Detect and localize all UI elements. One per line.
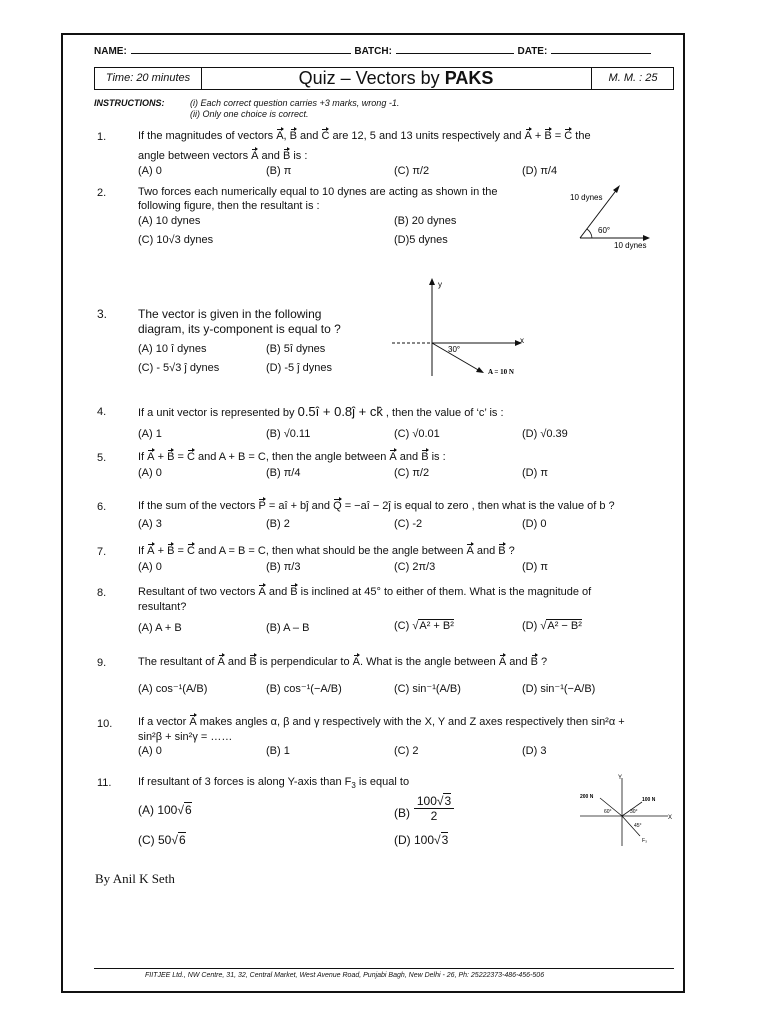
fraction: 100√3 2: [414, 794, 454, 823]
option[interactable]: (C) -2: [394, 518, 423, 530]
axis-label: X: [668, 815, 673, 821]
question-text: sin²β + sin²γ = ……: [138, 731, 233, 743]
force-label: 10 dynes: [570, 193, 603, 202]
author: By Anil K Seth: [95, 871, 175, 886]
question-text: If the sum of the vectors P = aî + bĵ and Q = −aî − 2ĵ is equal to zero , then what is the value of b ?: [138, 500, 615, 512]
option[interactable]: (A) 3: [138, 518, 162, 530]
option[interactable]: (B) π/3: [266, 561, 301, 573]
option[interactable]: (D) π: [522, 467, 548, 479]
question-text: following figure, then the resultant is :: [138, 200, 320, 212]
option[interactable]: (D)5 dynes: [394, 234, 448, 246]
option[interactable]: (C) 2: [394, 745, 419, 757]
axis-label: y: [438, 280, 442, 289]
question-text: If a unit vector is represented by 0.5î + 0.8ĵ + ck̂ , then the value of ‘c’ is :: [138, 404, 504, 419]
option[interactable]: (B) √0.11: [266, 428, 311, 440]
angle-label: 30°: [448, 345, 461, 354]
vector-label: A = 10 N: [488, 368, 514, 376]
option[interactable]: (B) π/4: [266, 467, 301, 479]
question-text: angle between vectors A and B is :: [138, 150, 308, 162]
footer-address: FIITJEE Ltd., NW Centre, 31, 32, Central Market, West Avenue Road, Punjabi Bagh, New Delhi - 26, Ph: 25222373-486-456-506: [145, 972, 545, 979]
name-field[interactable]: [131, 44, 351, 54]
option[interactable]: (A) 0: [138, 561, 162, 573]
option[interactable]: (D) 100√3: [394, 833, 449, 847]
option[interactable]: (C) sin⁻¹(A/B): [394, 683, 461, 695]
question-number: 5.: [97, 452, 107, 464]
question-text: If the magnitudes of vectors A, B and C are 12, 5 and 13 units respectively and A + B = C the: [138, 130, 591, 142]
option[interactable]: (D) -5 ĵ dynes: [266, 362, 333, 374]
question-text: The resultant of A and B is perpendicular to A. What is the angle between A and B ?: [138, 656, 548, 668]
axis-label: x: [520, 336, 524, 345]
option[interactable]: (A) 0: [138, 165, 162, 177]
option[interactable]: (D) sin⁻¹(−A/B): [522, 683, 596, 695]
option[interactable]: (D) 3: [522, 745, 547, 757]
question-text: If A + B = C and A + B = C, then the angle between A and B is :: [138, 451, 446, 463]
option[interactable]: (D) √A² − B²: [522, 620, 582, 632]
question-number: 7.: [97, 546, 107, 558]
option[interactable]: (C) 50√6: [138, 833, 186, 847]
question-number: 6.: [97, 501, 107, 513]
question-number: 3.: [97, 307, 108, 321]
force-label: 10 dynes: [614, 241, 647, 250]
force-label: 100 N: [642, 797, 656, 803]
option[interactable]: (A) A + B: [138, 622, 182, 634]
question-number: 8.: [97, 587, 107, 599]
date-field[interactable]: [551, 44, 651, 54]
force-label: 200 N: [580, 794, 594, 800]
question-text: resultant?: [138, 601, 187, 613]
option[interactable]: (A) 0: [138, 745, 162, 757]
question-text: diagram, its y-component is equal to ?: [138, 322, 341, 336]
date-label: DATE:: [517, 46, 548, 57]
option[interactable]: (A) 1: [138, 428, 162, 440]
angle-label: 60°: [604, 809, 612, 815]
question-number: 11.: [97, 777, 112, 789]
axis-label: Y: [618, 775, 623, 781]
question-number: 1.: [97, 131, 107, 143]
option[interactable]: (D) π/4: [522, 165, 558, 177]
batch-label: BATCH:: [354, 46, 392, 57]
instructions-label: INSTRUCTIONS:: [94, 98, 165, 108]
question-text: If a vector A makes angles α, β and γ respectively with the X, Y and Z axes respectively then sin²α +: [138, 716, 625, 728]
option[interactable]: (B) π: [266, 165, 292, 177]
option[interactable]: (A) 100√6: [138, 803, 192, 817]
name-label: NAME:: [94, 46, 127, 57]
question-number: 2.: [97, 187, 107, 199]
option[interactable]: (B): [394, 806, 410, 820]
option[interactable]: (A) 0: [138, 467, 162, 479]
option[interactable]: (B) 5î dynes: [266, 343, 326, 355]
title-row: [94, 67, 674, 90]
option[interactable]: (B) cos⁻¹(−A/B): [266, 683, 342, 695]
option[interactable]: (C) π/2: [394, 165, 430, 177]
option[interactable]: (A) 10 î dynes: [138, 343, 207, 355]
angle-label: 30°: [630, 809, 638, 815]
option[interactable]: (C) 10√3 dynes: [138, 234, 214, 246]
question-text: Two forces each numerically equal to 10 dynes are acting as shown in the: [138, 186, 498, 198]
instruction-1: (i) Each correct question carries +3 marks, wrong -1.: [190, 98, 400, 108]
time-label: Time: 20 minutes: [95, 68, 202, 89]
option[interactable]: (B) 2: [266, 518, 290, 530]
forces-diagram: [566, 182, 660, 252]
question-text: If A + B = C and A = B = C, then what should be the angle between A and B ?: [138, 545, 515, 557]
forces-diagram: [576, 772, 676, 852]
option[interactable]: (B) 1: [266, 745, 290, 757]
angle-label: 60°: [598, 226, 611, 235]
header-fields: [94, 44, 652, 57]
question-number: 10.: [97, 718, 113, 730]
question-number: 9.: [97, 657, 107, 669]
force-label: F₃: [642, 838, 648, 844]
option[interactable]: (D) π: [522, 561, 548, 573]
instruction-2: (ii) Only one choice is correct.: [190, 109, 309, 119]
batch-field[interactable]: [396, 44, 514, 54]
option[interactable]: (C) √0.01: [394, 428, 440, 440]
option[interactable]: (A) 10 dynes: [138, 215, 201, 227]
option[interactable]: (D) √0.39: [522, 428, 568, 440]
option[interactable]: (C) 2π/3: [394, 561, 436, 573]
question-number: 4.: [97, 406, 107, 418]
question-text: If resultant of 3 forces is along Y-axis than $F_3$ is equal to: [138, 776, 410, 791]
max-marks: M. M. : 25: [591, 68, 674, 89]
option[interactable]: (B) A – B: [266, 622, 310, 634]
question-text: Resultant of two vectors A and B is inclined at 45° to either of them. What is the magnitude of: [138, 586, 592, 598]
question-text: The vector is given in the following: [138, 307, 322, 321]
option[interactable]: (C) π/2: [394, 467, 430, 479]
option[interactable]: (C) - 5√3 ĵ dynes: [138, 362, 220, 374]
option[interactable]: (D) 0: [522, 518, 547, 530]
footer-divider: [94, 968, 674, 969]
option[interactable]: (A) cos⁻¹(A/B): [138, 683, 208, 695]
vector-diagram: [390, 276, 530, 386]
option[interactable]: (B) 20 dynes: [394, 215, 457, 227]
option[interactable]: (C) √A² + B²: [394, 620, 454, 632]
angle-label: 45°: [634, 823, 642, 829]
page-title: Quiz – Vectors by PAKS: [298, 68, 494, 88]
